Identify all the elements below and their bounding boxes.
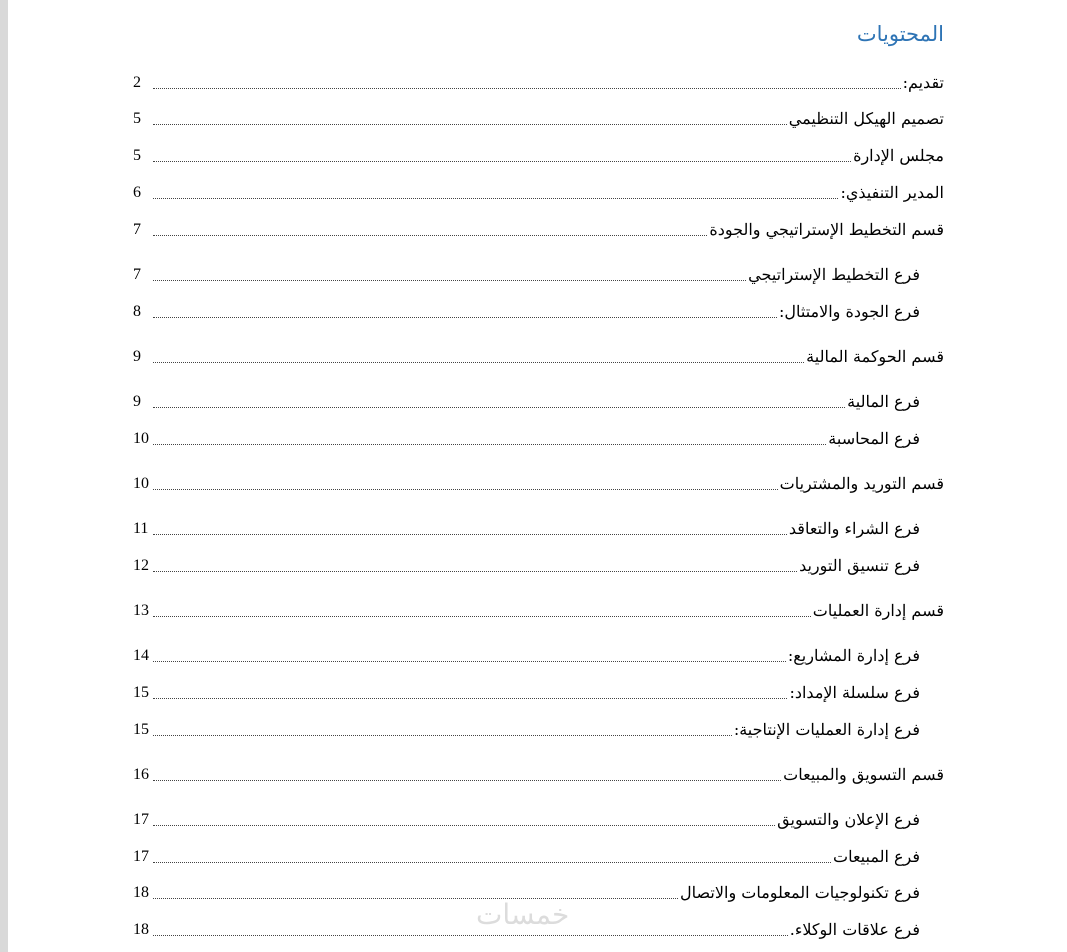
toc-entry-text: فرع المحاسبة	[828, 429, 920, 448]
toc-entry[interactable]	[133, 104, 944, 130]
toc-entry-text: تصميم الهيكل التنظيمي	[788, 109, 944, 128]
toc-entry-text: قسم إدارة العمليات	[812, 601, 944, 620]
toc-entry[interactable]	[133, 342, 944, 368]
toc-entry-text: فرع المبيعات	[833, 847, 920, 866]
toc-entry[interactable]	[133, 760, 944, 786]
toc-entry-page-number: 14	[133, 647, 149, 664]
toc-entry-text: فرع إدارة العمليات الإنتاجية:	[733, 720, 920, 739]
toc-entry-text: قسم التوريد والمشتريات	[779, 474, 944, 493]
toc-dot-leader	[153, 430, 826, 445]
toc-entry-page-number: 18	[133, 921, 149, 938]
toc-dot-leader	[153, 848, 831, 863]
toc-dot-leader	[153, 811, 775, 826]
toc-entry[interactable]	[133, 678, 920, 704]
toc-entry[interactable]	[133, 297, 920, 323]
toc-entry[interactable]	[133, 387, 920, 413]
toc-entry-page-number: 18	[133, 884, 149, 901]
toc-dot-leader	[153, 647, 786, 662]
toc-entry-page-number: 15	[133, 684, 149, 701]
toc-dot-leader	[153, 184, 838, 199]
toc-entry-page-number: 2	[133, 74, 141, 91]
toc-entry-text: مجلس الإدارة	[853, 146, 944, 165]
toc-entry-page-number: 8	[133, 303, 141, 320]
toc-dot-leader	[153, 520, 787, 535]
toc-entry[interactable]	[133, 424, 920, 450]
toc-entry-text: المدير التنفيذي:	[840, 183, 944, 202]
toc-dot-leader	[153, 475, 778, 490]
toc-entry[interactable]	[133, 141, 944, 167]
toc-entry-page-number: 6	[133, 184, 141, 201]
toc-entry-text: فرع الإعلان والتسويق	[777, 810, 920, 829]
toc-entry-page-number: 11	[133, 520, 149, 537]
toc-entry-page-number: 5	[133, 110, 141, 127]
toc-entry-page-number: 12	[133, 557, 149, 574]
toc-entry-page-number: 7	[133, 266, 141, 283]
toc-entry-page-number: 9	[133, 348, 141, 365]
toc-entry-page-number: 16	[133, 766, 149, 783]
toc-entry[interactable]	[133, 842, 920, 868]
toc-entry[interactable]	[133, 715, 920, 741]
toc-entry[interactable]	[133, 178, 944, 204]
toc-entry-text: فرع الجودة والامتثال:	[778, 302, 920, 321]
toc-entry-page-number: 17	[133, 848, 149, 865]
toc-entry-page-number: 15	[133, 721, 149, 738]
toc-dot-leader	[153, 147, 851, 162]
toc-entry-text: فرع سلسلة الإمداد:	[789, 683, 920, 702]
toc-entry-text: فرع تكنولوجيات المعلومات والاتصال	[680, 883, 920, 902]
toc-entry-page-number: 10	[133, 475, 149, 492]
toc-entry-text: قسم التسويق والمبيعات	[783, 765, 944, 784]
toc-entry-text: تقديم:	[902, 73, 944, 92]
toc-entry-page-number: 9	[133, 393, 141, 410]
toc-entry[interactable]	[133, 260, 920, 286]
toc-entry-page-number: 10	[133, 430, 149, 447]
toc-dot-leader	[153, 921, 788, 936]
toc-entry-text: فرع التخطيط الإستراتيجي	[748, 265, 920, 284]
toc-dot-leader	[153, 721, 732, 736]
toc-dot-leader	[153, 557, 797, 572]
toc-entry-page-number: 5	[133, 147, 141, 164]
document-page	[8, 0, 1067, 952]
toc-entry-page-number: 13	[133, 602, 149, 619]
toc-dot-leader	[153, 348, 804, 363]
toc-entry-text: فرع تنسيق التوريد	[799, 556, 920, 575]
toc-dot-leader	[153, 110, 787, 125]
toc-dot-leader	[153, 684, 787, 699]
toc-entry[interactable]	[133, 514, 920, 540]
toc-entry[interactable]	[133, 215, 944, 241]
toc-dot-leader	[153, 766, 781, 781]
toc-dot-leader	[153, 221, 707, 236]
toc-entry[interactable]	[133, 469, 944, 495]
toc-entry-text: فرع الشراء والتعاقد	[788, 519, 920, 538]
toc-entry-text: فرع علاقات الوكلاء.	[789, 920, 920, 939]
toc-entry-text: فرع المالية	[847, 392, 920, 411]
toc-title: المحتويات	[856, 22, 944, 46]
toc-entry[interactable]	[133, 641, 920, 667]
toc-dot-leader	[153, 74, 901, 89]
toc-entry-page-number: 7	[133, 221, 141, 238]
toc-dot-leader	[153, 266, 746, 281]
toc-entry[interactable]	[133, 805, 920, 831]
toc-dot-leader	[153, 303, 777, 318]
toc-entry[interactable]	[133, 596, 944, 622]
toc-entry-text: فرع إدارة المشاريع:	[787, 646, 920, 665]
watermark-logo: خمسات	[476, 898, 570, 931]
toc-dot-leader	[153, 393, 845, 408]
toc-dot-leader	[153, 602, 811, 617]
toc-dot-leader	[153, 884, 678, 899]
toc-entry[interactable]	[133, 68, 944, 94]
toc-entry-text: قسم التخطيط الإستراتيجي والجودة	[709, 220, 944, 239]
toc-entry[interactable]	[133, 551, 920, 577]
toc-entry-text: قسم الحوكمة المالية	[806, 347, 944, 366]
toc-entry-page-number: 17	[133, 811, 149, 828]
